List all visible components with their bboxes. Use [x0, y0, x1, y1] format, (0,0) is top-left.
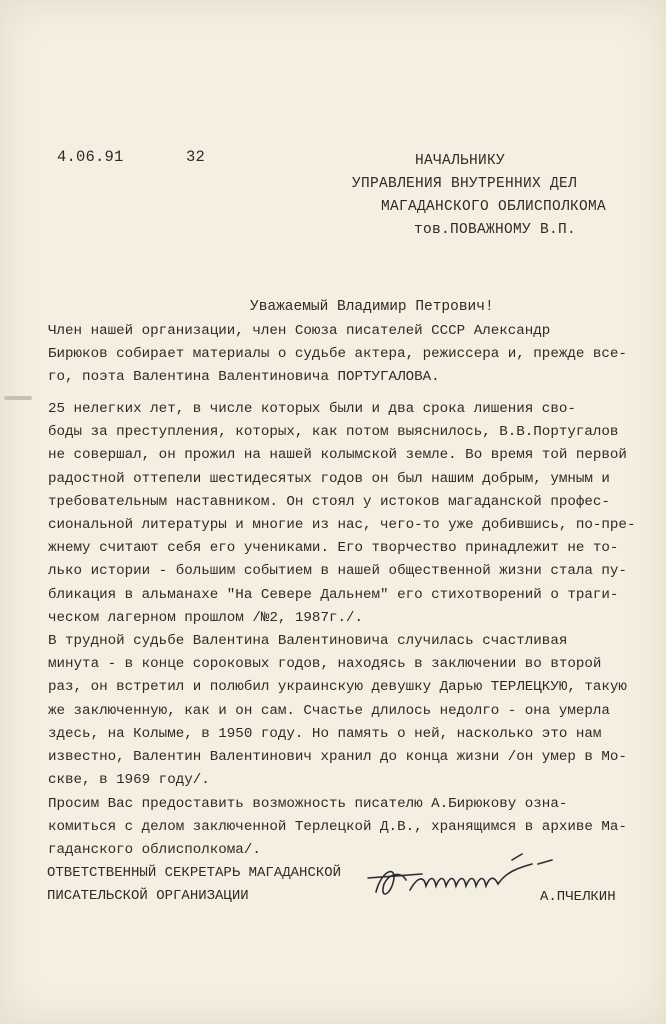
- paragraph-3: [48, 630, 627, 792]
- text-line: го, поэта Валентина Валентиновича ПОРТУГАЛОВА.: [48, 369, 440, 386]
- text-line: комиться с делом заключенной Терлецкой Д.В., хранящимся в архиве Ма-: [48, 819, 627, 836]
- text-line: В трудной судьбе Валентина Валентиновича случилась счастливая: [48, 633, 568, 649]
- text-line: гаданского облисполкома/.: [48, 842, 261, 859]
- text-line: Просим Вас предоставить возможность писателю А.Бирюкову озна-: [48, 796, 568, 812]
- text-line: Член нашей организации, член Союза писателей СССР Александр: [48, 323, 551, 339]
- text-line: здесь, на Колыме, в 1950 году. Но память о ней, насколько это нам: [48, 725, 602, 742]
- text-line: минута - в конце сороковых годов, находясь в заключении во второй: [48, 656, 602, 673]
- text-line: радостной оттепели шестидесятых годов он был нашим добрым, умным и: [48, 470, 610, 487]
- text-line: известно, Валентин Валентинович хранил до конца жизни /он умер в Мо-: [48, 748, 627, 765]
- paragraph-1: [48, 320, 627, 390]
- text-line: жнему считают себя его учениками. Его творчество принадлежит не то-: [48, 540, 619, 557]
- text-line: 25 нелегких лет, в числе которых были и два срока лишения сво-: [48, 401, 576, 417]
- addressee-line-2: УПРАВЛЕНИЯ ВНУТРЕННИХ ДЕЛ: [352, 176, 578, 192]
- text-line: ческом лагерном прошлом /№2, 1987г./.: [48, 609, 364, 626]
- addressee-line-3: МАГАДАНСКОГО ОБЛИСПОЛКОМА: [381, 199, 607, 215]
- punch-mark: [4, 396, 32, 400]
- letter-date: 4.06.91: [57, 148, 124, 166]
- addressee-line-4: тов.ПОВАЖНОМУ В.П.: [414, 222, 577, 238]
- signer-name: А.ПЧЕЛКИН: [540, 889, 616, 905]
- signer-title-line-1: ОТВЕТСТВЕННЫЙ СЕКРЕТАРЬ МАГАДАНСКОЙ: [47, 865, 342, 881]
- text-line: же заключенную, как и он сам. Счастье длилось недолго - она умерла: [48, 702, 610, 719]
- text-line: раз, он встретил и полюбил украинскую девушку Дарью ТЕРЛЕЦКУЮ, такую: [48, 679, 627, 696]
- addressee-line-1: НАЧАЛЬНИКУ: [415, 153, 506, 169]
- text-line: бликация в альманахе "На Севере Дальнем" его стихотворений о траги-: [48, 586, 619, 603]
- text-line: не совершал, он прожил на нашей колымской земле. Во время той первой: [48, 447, 627, 464]
- handwritten-signature: [362, 850, 562, 910]
- text-line: лько истории - большим событием в нашей общественной жизни стала пу-: [48, 563, 627, 580]
- paragraph-2: [48, 398, 636, 630]
- text-line: боды за преступления, которых, как потом выяснилось, В.В.Португалов: [48, 424, 619, 441]
- text-line: сиональной литературы и многие из нас, чего-то уже добившись, по-пре-: [48, 516, 636, 533]
- text-line: требовательным наставником. Он стоял у истоков магаданской профес-: [48, 493, 610, 510]
- letter-number: 32: [186, 148, 206, 166]
- text-line: Бирюков собирает материалы о судьбе актера, режиссера и, прежде все-: [48, 346, 627, 363]
- signer-title-line-2: ПИСАТЕЛЬСКОЙ ОРГАНИЗАЦИИ: [47, 888, 249, 904]
- text-line: скве, в 1969 году/.: [48, 772, 210, 789]
- salutation: Уважаемый Владимир Петрович!: [250, 299, 494, 315]
